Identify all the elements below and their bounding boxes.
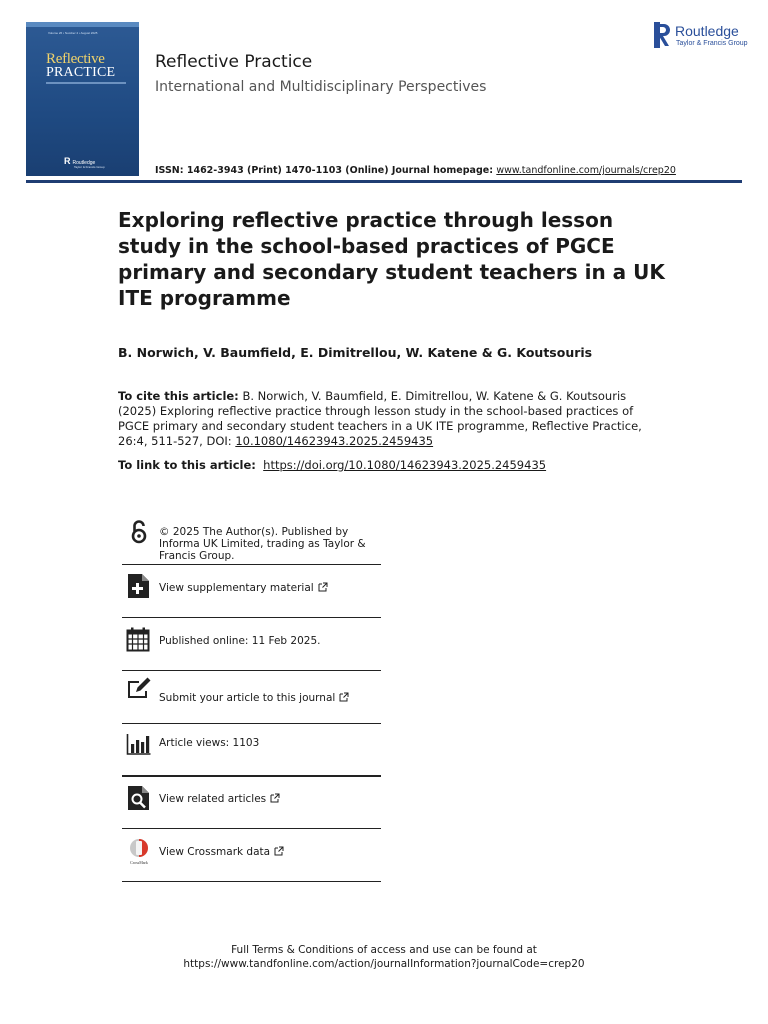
journal-title: Reflective Practice (155, 52, 313, 72)
link-block (118, 458, 546, 472)
bar-chart-icon (126, 731, 152, 757)
issn-line (155, 165, 676, 176)
published-date: Published online: 11 Feb 2025. (159, 635, 321, 647)
crossmark-link[interactable] (159, 846, 284, 858)
publisher-name: Routledge (675, 23, 739, 39)
submit-row[interactable] (122, 671, 381, 724)
article-authors: B. Norwich, V. Baumfield, E. Dimitrellou, W. Katene & G. Koutsouris (118, 345, 593, 360)
open-access-icon (126, 519, 152, 545)
calendar-icon (126, 627, 152, 653)
cover-publisher-name: Routledge (72, 160, 96, 166)
supplementary-row[interactable] (122, 565, 381, 618)
article-url-link[interactable]: https://doi.org/10.1080/14623943.2025.2459435 (263, 458, 547, 472)
terms-footer (0, 943, 768, 971)
cover-title-line1: Reflective (46, 51, 105, 67)
cite-text: B. Norwich, V. Baumfield, E. Dimitrellou, W. Katene & G. Koutsouris (2025) Exploring reflective practice through lesson study in the school-based practices of PGCE primary and secondary student teachers in a UK ITE programme, Reflective Practice, 26:4, 511-527, DOI: (118, 389, 642, 448)
cover-volume-line: Volume 26 • Number 4 • August 2025 (48, 31, 98, 35)
document-search-icon (126, 785, 152, 811)
external-link-icon (339, 692, 349, 702)
cover-publisher-logo: R Routledge (64, 156, 96, 166)
cover-title-line2: PRACTICE (46, 65, 116, 80)
submit-link[interactable] (159, 692, 349, 704)
supplementary-label: View supplementary material (159, 582, 314, 594)
external-link-icon (274, 846, 284, 856)
crossmark-badge-text: CrossMark (130, 860, 148, 865)
cover-publisher-sub: Taylor & Francis Group (74, 165, 105, 169)
article-views: Article views: 1103 (159, 737, 260, 749)
publisher-logo (654, 22, 754, 50)
link-label: To link to this article: (118, 458, 256, 472)
article-title: Exploring reflective practice through lesson study in the school-based practices of PGCE primary and secondary student teachers in a UK ITE programme (118, 208, 665, 310)
cover-divider (46, 82, 126, 84)
issn-text: ISSN: 1462-3943 (Print) 1470-1103 (Online) Journal homepage: (155, 165, 497, 176)
journal-homepage-link[interactable]: www.tandfonline.com/journals/crep20 (496, 165, 676, 176)
doi-link[interactable]: 10.1080/14623943.2025.2459435 (235, 434, 434, 448)
publisher-sub: Taylor & Francis Group (676, 40, 748, 47)
open-access-row (122, 514, 381, 565)
cite-label: To cite this article: (118, 389, 239, 403)
crossmark-label: View Crossmark data (159, 846, 271, 858)
document-plus-icon (126, 573, 152, 599)
open-access-text: © 2025 The Author(s). Published by Informa UK Limited, trading as Taylor & Francis Group. (159, 526, 366, 562)
related-link[interactable] (159, 793, 280, 805)
edit-icon (126, 677, 152, 703)
crossmark-row[interactable] (122, 829, 381, 882)
published-row (122, 618, 381, 671)
footer-line1: Full Terms & Conditions of access and use can be found at (231, 944, 537, 956)
views-row (122, 724, 381, 777)
footer-url[interactable]: https://www.tandfonline.com/action/journalInformation?journalCode=crep20 (183, 958, 585, 970)
related-row[interactable] (122, 777, 381, 829)
external-link-icon (318, 582, 328, 592)
supplementary-link[interactable] (159, 582, 328, 594)
external-link-icon (270, 793, 280, 803)
submit-label: Submit your article to this journal (159, 692, 336, 704)
header-rule (26, 180, 742, 183)
related-label: View related articles (159, 793, 267, 805)
routledge-logo-icon (654, 22, 671, 48)
journal-cover-image (26, 22, 139, 176)
citation-block (118, 389, 648, 449)
cover-stripe (26, 22, 139, 27)
journal-subtitle: International and Multidisciplinary Perspectives (155, 79, 487, 95)
